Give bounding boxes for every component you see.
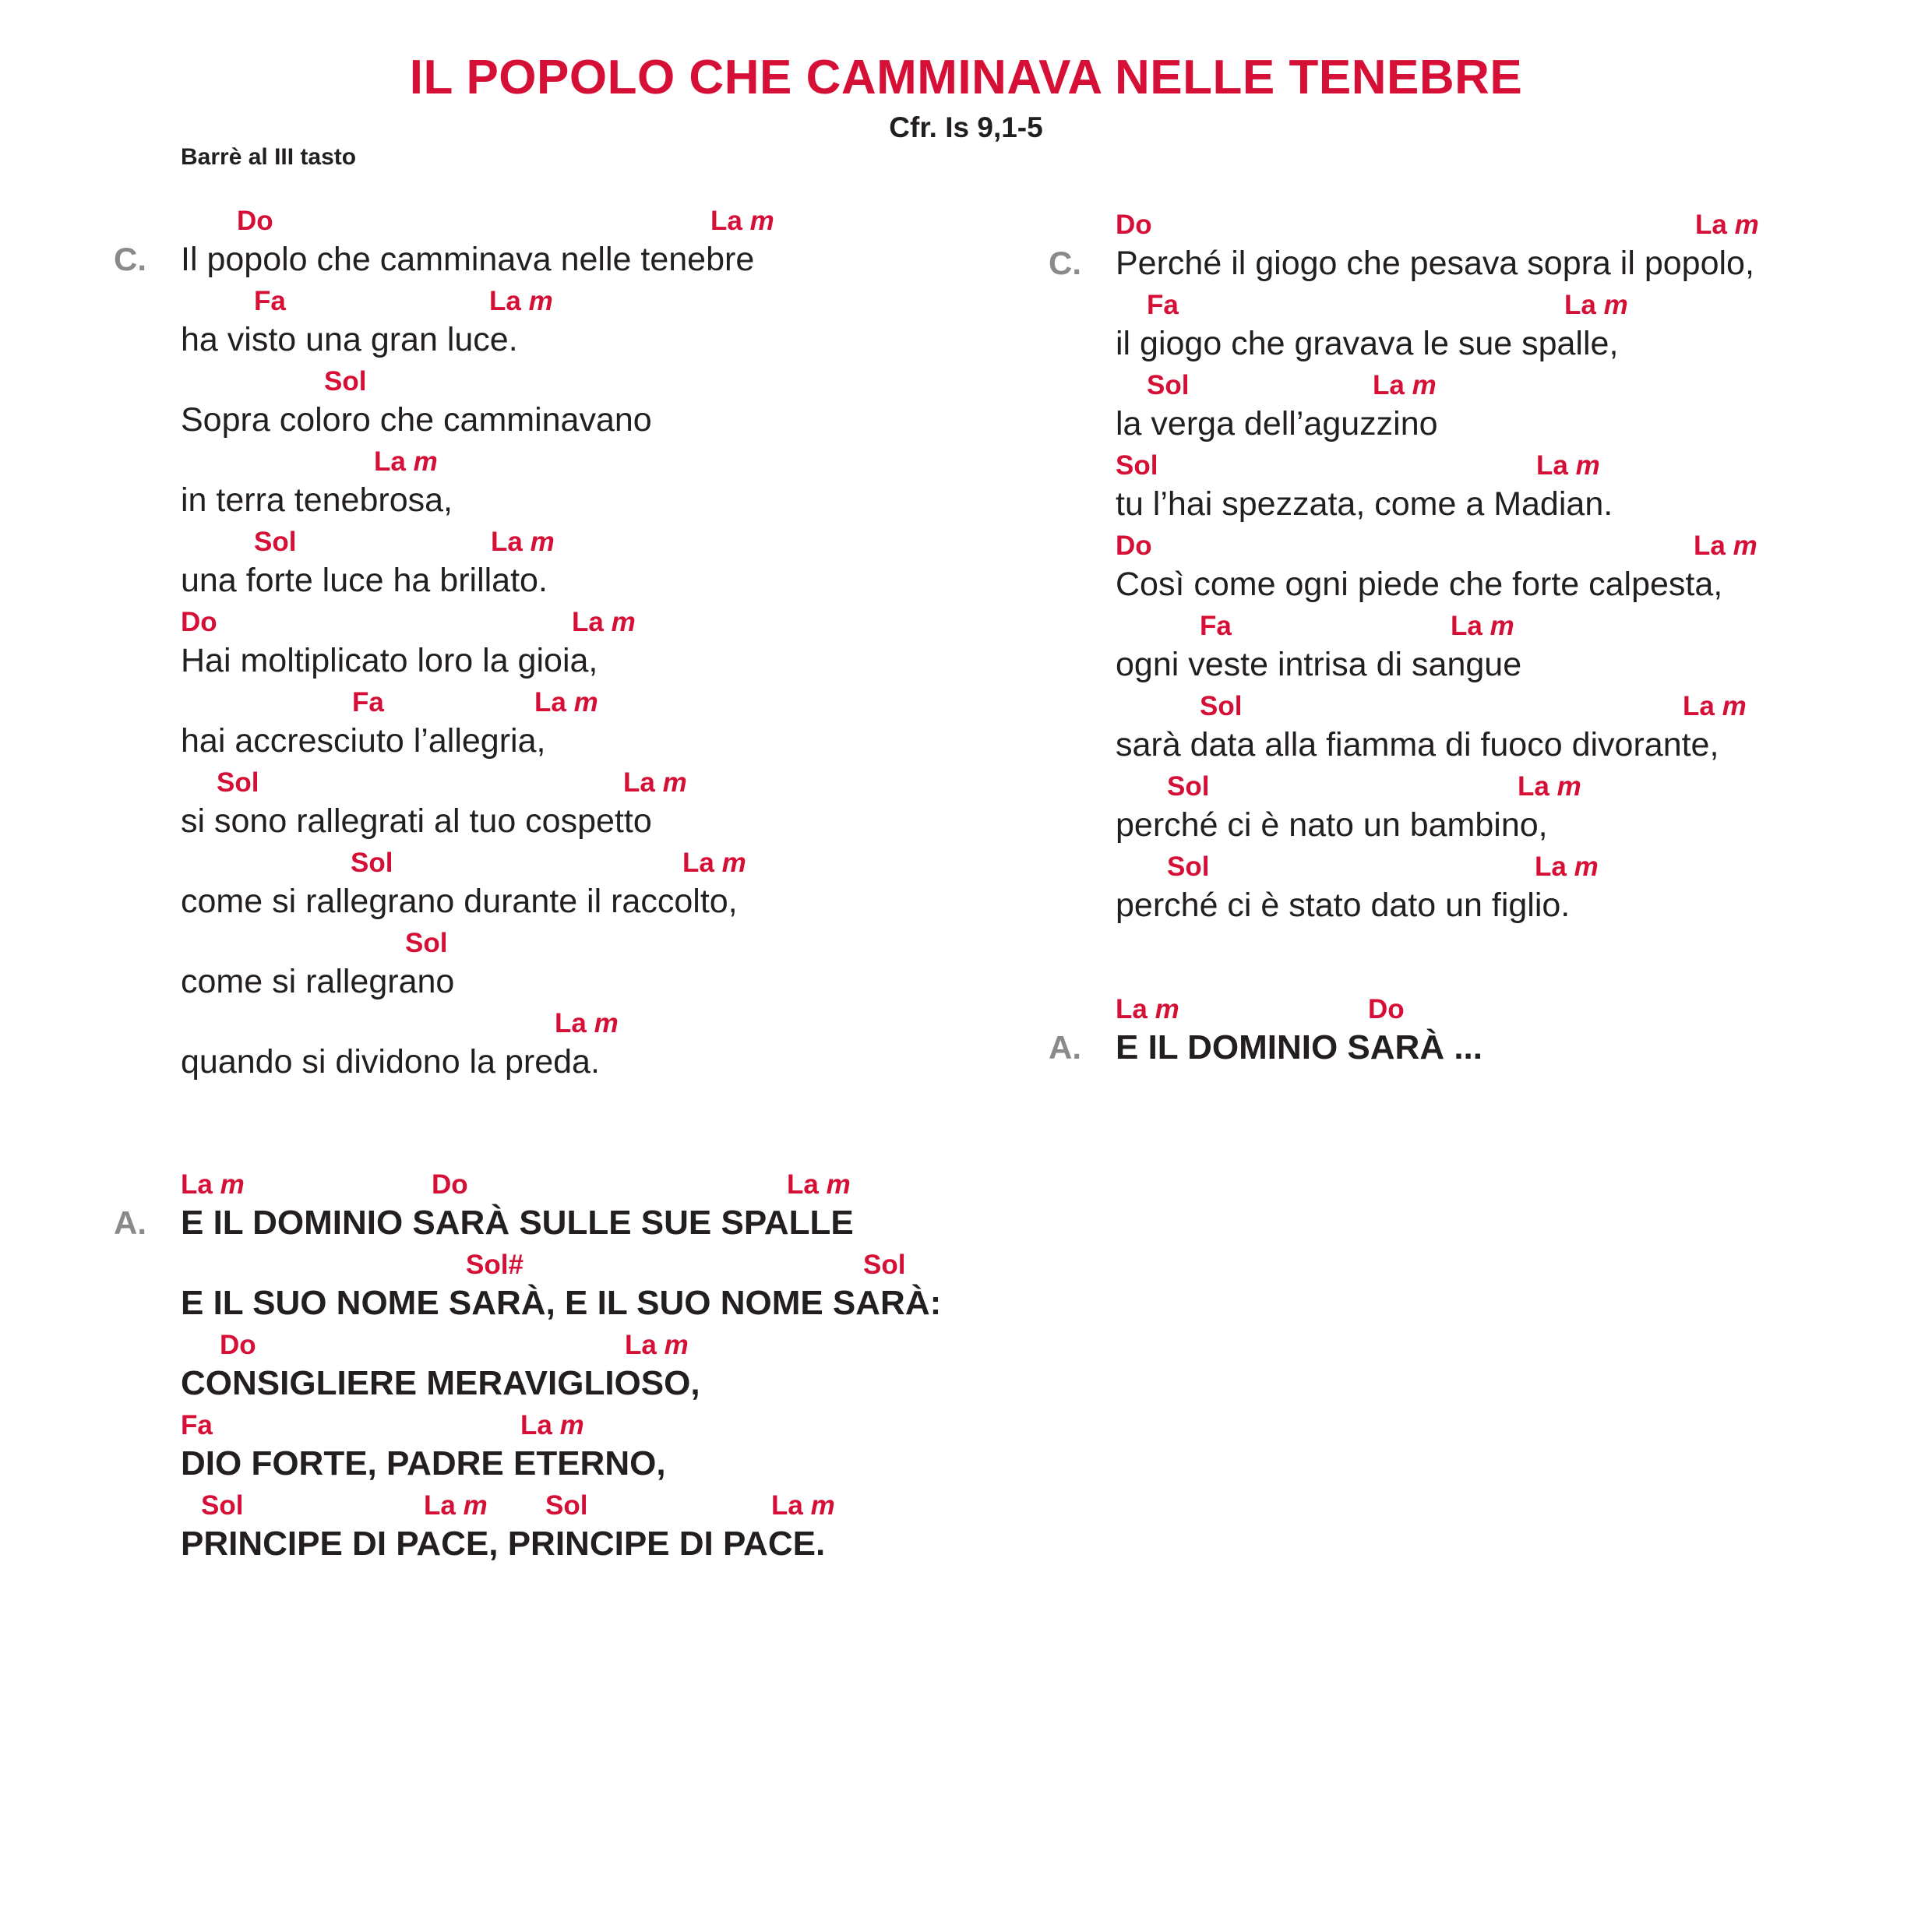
verse-line (181, 607, 999, 687)
chord-la-minor: La m (572, 607, 636, 637)
verse-line (181, 928, 999, 1008)
chord-sol: Sol (217, 767, 259, 798)
chord-la-minor: La m (1536, 450, 1600, 481)
refrain-line (181, 1330, 999, 1410)
lyric-line: sarà data alla fiamma di fuoco divorante, (1116, 726, 1719, 763)
scripture-reference: Cfr. Is 9,1-5 (889, 111, 1043, 143)
lyric-line: ogni veste intrisa di sangue (1116, 646, 1522, 683)
chord-la-minor: La m (534, 687, 598, 717)
lyric-line: la verga dell’aguzzino (1116, 405, 1438, 442)
chord-sol: Sol (1167, 771, 1210, 802)
chord-la-minor: La m (1116, 994, 1179, 1024)
chord-la-minor: La m (1564, 290, 1628, 320)
lyric-line: come si rallegrano (181, 963, 455, 1000)
assemblea-label: A. (114, 1204, 146, 1241)
right-column (1049, 210, 1910, 1074)
refrain-line (114, 1169, 999, 1250)
verse-line (181, 848, 999, 928)
verse-line (181, 1008, 999, 1088)
chord-la-minor: La m (625, 1330, 689, 1360)
verse-line (181, 527, 999, 607)
chord-la-minor: La m (555, 1008, 619, 1038)
refrain-lyric: E IL SUO NOME SARÀ, E IL SUO NOME SARÀ: (181, 1284, 942, 1322)
lyric-line: Hai moltiplicato loro la gioia, (181, 642, 598, 679)
spacer (1116, 932, 1910, 994)
lyric-line: perché ci è stato dato un figlio. (1116, 887, 1571, 924)
chord-sol: Sol (1200, 691, 1243, 721)
refrain-lyric: DIO FORTE, PADRE ETERNO, (181, 1444, 666, 1482)
chord-do: Do (1368, 994, 1405, 1024)
chord-la-minor: La m (787, 1169, 851, 1200)
verse-line (1116, 611, 1910, 691)
cantore-label: C. (114, 241, 146, 277)
chord-fa: Fa (254, 286, 286, 316)
lyric-line: quando si dividono la preda. (181, 1043, 600, 1081)
chord-sol: Sol (201, 1490, 244, 1521)
chord-sol: Sol (545, 1490, 588, 1521)
verse-line (1116, 771, 1910, 851)
lyric-line: una forte luce ha brillato. (181, 562, 548, 599)
lyric-line: si sono rallegrati al tuo cospetto (181, 802, 652, 840)
chord-fa: Fa (352, 687, 384, 717)
refrain-lyric: PRINCIPE DI PACE, PRINCIPE DI PACE. (181, 1525, 826, 1563)
lyric-line: il giogo che gravava le sue spalle, (1116, 325, 1619, 362)
chord-la-minor: La m (1683, 691, 1747, 721)
left-column (114, 206, 999, 1571)
chord-la-minor: La m (374, 446, 438, 477)
verse-line (1116, 370, 1910, 450)
lyric-line: Così come ogni piede che forte calpesta, (1116, 566, 1723, 603)
verse-line (181, 687, 999, 767)
refrain-line (1049, 994, 1910, 1074)
chord-la-minor: La m (1518, 771, 1581, 802)
chord-la-minor: La m (682, 848, 746, 878)
chord-sol: Sol (324, 366, 367, 397)
chord-la-minor: La m (1695, 210, 1759, 240)
chord-la-minor: La m (489, 286, 553, 316)
chord-sol-sharp: Sol# (466, 1250, 524, 1280)
refrain-line (181, 1250, 999, 1330)
chord-do: Do (432, 1169, 468, 1200)
refrain-line (181, 1490, 999, 1571)
chord-do: Do (1116, 210, 1152, 240)
verse-line (114, 206, 999, 286)
chord-sol: Sol (1116, 450, 1158, 481)
chord-la-minor: La m (1451, 611, 1514, 641)
chord-sol: Sol (254, 527, 297, 557)
chord-do: Do (1116, 531, 1152, 561)
chord-la-minor: La m (623, 767, 687, 798)
lyric-line: Perché il giogo che pesava sopra il popolo, (1116, 245, 1754, 282)
chord-do: Do (237, 206, 273, 236)
refrain-lyric: CONSIGLIERE MERAVIGLIOSO, (181, 1364, 700, 1402)
verse-line (181, 286, 999, 366)
chord-fa: Fa (1200, 611, 1232, 641)
verse-line (181, 446, 999, 527)
chord-do: Do (181, 607, 217, 637)
chord-do: Do (220, 1330, 256, 1360)
chord-la-minor: La m (181, 1169, 245, 1200)
barre-note: Barrè al III tasto (181, 144, 357, 170)
chord-sol: Sol (351, 848, 393, 878)
chord-la-minor: La m (424, 1490, 488, 1521)
verse-line (181, 767, 999, 848)
chord-fa: Fa (1147, 290, 1179, 320)
chord-fa: Fa (181, 1410, 213, 1440)
lyric-line: tu l’hai spezzata, come a Madian. (1116, 485, 1613, 523)
verse-line (1049, 210, 1910, 290)
refrain-lyric: E IL DOMINIO SARÀ ... (1116, 1028, 1483, 1066)
chord-la-minor: La m (771, 1490, 835, 1521)
refrain-line (181, 1410, 999, 1490)
lyric-line: Sopra coloro che camminavano (181, 401, 652, 439)
chord-la-minor: La m (520, 1410, 584, 1440)
lyric-line: come si rallegrano durante il raccolto, (181, 883, 738, 920)
song-title: IL POPOLO CHE CAMMINAVA NELLE TENEBRE (409, 51, 1523, 104)
lyric-line: ha visto una gran luce. (181, 321, 518, 358)
cantore-label: C. (1049, 245, 1081, 281)
chord-la-minor: La m (491, 527, 555, 557)
chord-sol: Sol (863, 1250, 906, 1280)
chord-la-minor: La m (710, 206, 774, 236)
assemblea-label: A. (1049, 1029, 1081, 1066)
chord-sol: Sol (405, 928, 448, 958)
verse-line (1116, 450, 1910, 531)
chord-sol: Sol (1147, 370, 1190, 400)
verse-line (1116, 531, 1910, 611)
chord-sol: Sol (1167, 851, 1210, 882)
chord-la-minor: La m (1535, 851, 1599, 882)
refrain-lyric: E IL DOMINIO SARÀ SULLE SUE SPALLE (181, 1204, 854, 1242)
chord-la-minor: La m (1373, 370, 1437, 400)
verse-line (1116, 290, 1910, 370)
verse-line (1116, 851, 1910, 932)
verse-line (1116, 691, 1910, 771)
lyric-line: in terra tenebrosa, (181, 481, 453, 519)
chord-la-minor: La m (1694, 531, 1757, 561)
verse-line (181, 366, 999, 446)
spacer (181, 1088, 999, 1169)
lyric-line: perché ci è nato un bambino, (1116, 806, 1548, 844)
lyric-line: Il popolo che camminava nelle tenebre (181, 241, 755, 278)
lyric-line: hai accresciuto l’allegria, (181, 722, 546, 760)
